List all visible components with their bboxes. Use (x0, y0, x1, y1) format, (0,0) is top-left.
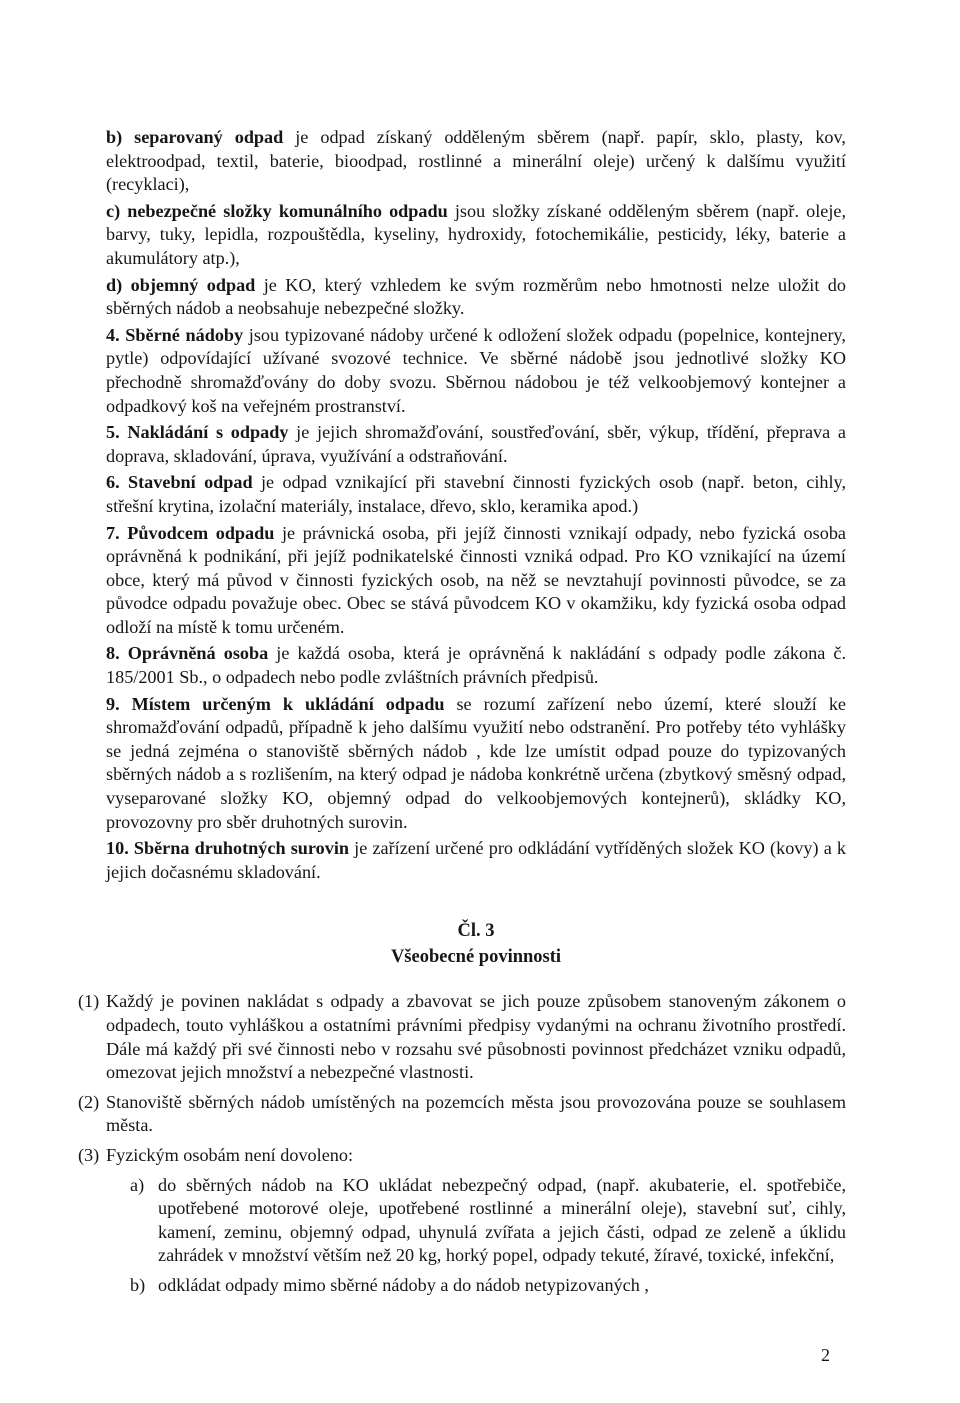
obligation-text: Každý je povinen nakládat s odpady a zbavovat se jich pouze způsobem stanoveným zákonem o odpadech, touto vyhláškou a ostatními právními předpisy vydanými na ochranu životního prostředí. Dále má každý při své činnosti nebo v rozsahu své působnosti povinnost předcházet vzniku odpadů, omezovat jejich množství a nebezpečné vlastnosti. (106, 991, 846, 1083)
obligation-number: (1) (78, 991, 100, 1012)
term-c: c) nebezpečné složky komunálního odpadu (106, 200, 448, 221)
definition-6-text: je odpad vznikající při stavební činnosti fyzických osob (např. beton, cihly, střešní krytina, izolační materiály, instalace, dřevo, sklo, keramika apod.) (106, 472, 846, 516)
term-4: 4. Sběrné nádoby (106, 324, 244, 345)
definition-5-text: je jejich shromažďování, soustřeďování, sběr, výkup, třídění, přeprava a doprava, skladování, úprava, využívání a odstraňování. (106, 422, 846, 466)
definition-4-text: jsou typizované nádoby určené k odložení složek odpadu (popelnice, kontejnery, pytle) odpovídající užívané svozové technice. Ve sběrné nádobě jsou jednotlivé složky KO přechodně shromažďovány do doby svozu. Sběrnou nádobou je též velkoobjemový kontejner a odpadkový koš na veřejném prostranství. (106, 324, 846, 416)
prohibition-letter: b) (130, 1274, 146, 1295)
obligation-text: Fyzickým osobám není dovoleno: (106, 1144, 354, 1165)
prohibition-text: do sběrných nádob na KO ukládat nebezpečný odpad, (např. akubaterie, el. spotřebiče, upotřebené motorové oleje, upotřebené rostlinné a minerální oleje), stavební suť, cihly, kamení, zeminu, objemný odpad, uhynulá zvířata a jejich části, odpad ze zeleně a úklidu zahrádek v množství větším než 20 kg, horký popel, odpady tekuté, žíravé, toxické, infekční, (158, 1174, 846, 1266)
page-number: 2 (821, 1345, 830, 1365)
term-9: 9. Místem určeným k ukládání odpadu (106, 693, 445, 714)
term-8: 8. Oprávněná osoba (106, 643, 269, 664)
definition-9-text: se rozumí zařízení nebo území, které slouží ke shromažďování odpadů, případně k jeho dalšímu využití nebo odstranění. Pro potřeby této vyhlášky se jedná zejména o stanoviště sběrných nádob , kde lze umístit odpad pouze do typizovaných sběrných nádob a s rozlišením, na který odpad je nádoba konkrétně určena (zbytkový směsný odpad, vyseparované složky KO, objemný odpad do velkoobjemových kontejnerů), skládky KO, provozovny pro sběr druhotných surovin. (106, 693, 846, 832)
obligation-text: Stanoviště sběrných nádob umístěných na pozemcích města jsou provozována pouze se souhlasem města. (106, 1091, 846, 1136)
obligation-item (78, 1091, 846, 1138)
definition-b (106, 126, 846, 197)
definition-c (106, 200, 846, 271)
definition-6 (106, 471, 846, 518)
definition-d-text: je KO, který vzhledem ke svým rozměrům nebo hmotnosti nelze uložit do sběrných nádob a neobsahuje nebezpečné složky. (106, 274, 846, 319)
definition-5 (106, 421, 846, 468)
term-b: b) separovaný odpad (106, 127, 284, 147)
article-number: Čl. 3 (457, 921, 495, 942)
definition-10 (106, 837, 846, 884)
term-10: 10. Sběrna druhotných surovin (106, 838, 350, 859)
obligation-number: (3) (78, 1144, 100, 1165)
definition-7-text: je právnická osoba, při jejíž činnosti vznikají odpady, nebo fyzická osoba oprávněná k podnikání, při jejíž podnikatelské činnosti vzniká odpad. Pro KO vznikající na území obce, který má původ v činnosti fyzických osob, na něž se nevztahují povinnosti původce, se za původce odpadu považuje obec. Obec se stává původcem KO v okamžiku, kdy fyzická osoba odpad odloží na místě k tomu určeném. (106, 522, 846, 637)
definition-8-text: je každá osoba, která je oprávněná k nakládání s odpady podle zákona č. 185/2001 Sb., o odpadech nebo podle zvláštních právních předpisů. (106, 643, 846, 688)
definition-d (106, 274, 846, 321)
prohibition-text: odkládat odpady mimo sběrné nádoby a do nádob netypizovaných , (158, 1274, 649, 1295)
document-page (78, 126, 847, 1304)
definition-10-text: je zařízení určené pro odkládání vytříděných složek KO (kovy) a k jejich dočasnému skladování. (106, 838, 847, 882)
prohibition-item (130, 1274, 846, 1298)
prohibition-letter: a) (130, 1174, 145, 1195)
definition-b-text: je odpad získaný odděleným sběrem (např. papír, sklo, plasty, kov, elektroodpad, textil, baterie, bioodpad, rostlinné a minerální oleje) určený k dalšímu využití (recyklaci), (106, 127, 846, 195)
definition-4 (106, 324, 846, 418)
definition-c-text: jsou složky získané odděleným sběrem (např. oleje, barvy, tuky, lepidla, rozpouštědla, kyseliny, hydroxidy, fotochemikálie, pesticidy, léky, baterie a akumulátory atp.), (106, 200, 846, 268)
definition-9 (106, 693, 846, 835)
prohibition-item (130, 1174, 846, 1268)
obligation-item (78, 990, 846, 1084)
definition-8 (106, 642, 846, 689)
term-7: 7. Původcem odpadu (106, 522, 275, 543)
term-6: 6. Stavební odpad (106, 472, 253, 493)
definition-7 (106, 522, 846, 640)
term-5: 5. Nakládání s odpady (106, 422, 289, 443)
obligation-number: (2) (78, 1091, 100, 1112)
obligation-item (78, 1144, 846, 1168)
term-d: d) objemný odpad (106, 274, 256, 295)
article-title: Všeobecné povinnosti (390, 947, 562, 968)
